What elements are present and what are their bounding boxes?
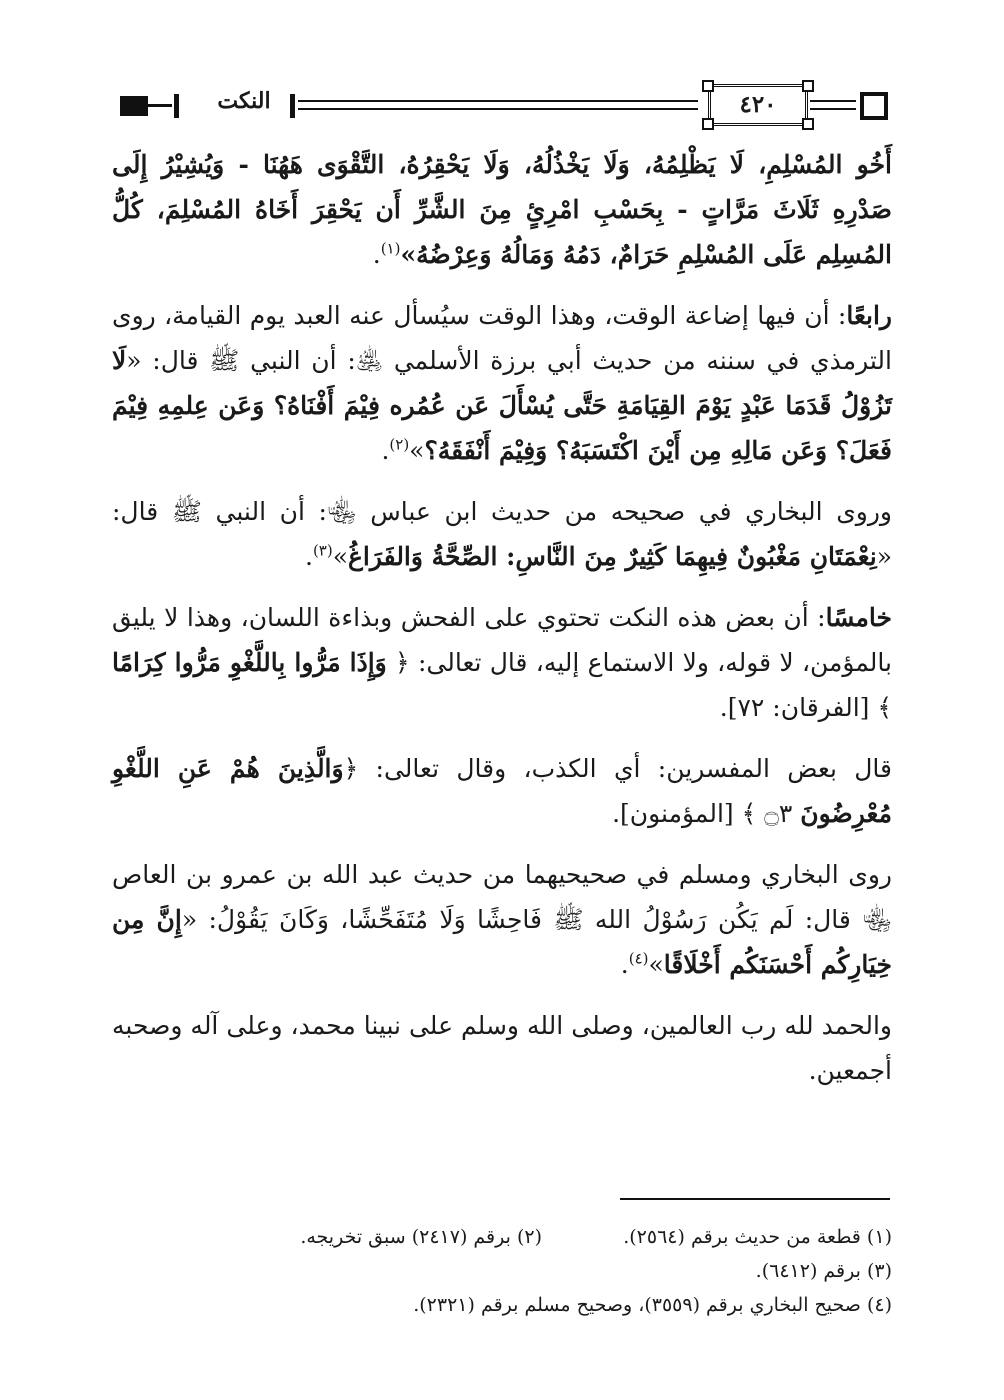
header-ornament-tick xyxy=(290,94,295,118)
footnote-4: (٤) صحيح البخاري برقم (٣٥٥٩)، وصحيح مسلم برقم (٢٣٢١). xyxy=(413,1294,892,1316)
text-run: . xyxy=(381,436,390,465)
paragraph xyxy=(112,852,892,987)
frame-corner-ornament xyxy=(802,80,814,92)
page-number: ٤٢٠ xyxy=(708,84,808,126)
paragraph xyxy=(112,489,892,579)
text-run: وروى البخاري في صحيحه من حديث ابن عباس ﵄: أن النبي ﷺ قال: « xyxy=(112,497,892,571)
footnote-reference: (٢) xyxy=(389,435,410,454)
frame-corner-ornament xyxy=(702,80,714,92)
quoted-text: رابعًا xyxy=(846,301,892,330)
running-header xyxy=(112,82,892,132)
text-run: » xyxy=(332,542,349,571)
paragraph xyxy=(112,293,892,473)
paragraph xyxy=(112,142,892,277)
text-run: . xyxy=(620,950,629,979)
quoted-text: أَخُو المُسْلِمِ، لَا يَظْلِمُهُ، وَلَا يَخْذُلُهُ، وَلَا يَحْقِرُهُ، التَّقْوَى هَهُنَا - وَيُشِيْرُ إِلَى صَدْرِهِ ثَلَاثَ مَرَّاتٍ - بِحَسْبِ امْرِئٍ مِنَ الشَّرِّ أَن يَحْقِرَ أَخَاهُ المُسْلِمَ، كُلُّ المُسِلِم عَلَى المُسْلِمِ حَرَامٌ، دَمُهُ وَمَالُهُ وَعِرْضُهُ» xyxy=(112,150,892,269)
footnotes xyxy=(112,1220,892,1322)
footnote-3: (٣) برقم (٦٤١٢). xyxy=(755,1260,892,1282)
header-double-rule xyxy=(298,100,698,110)
text-run: روى البخاري ومسلم في صحيحيهما من حديث عبد الله بن عمرو بن العاص ﵄ قال: لَم يَكُن رَسُوْلُ الله ﷺ فَاحِشًا وَلَا مُتَفَحِّشًا، وَكَانَ يَقُوْلُ: « xyxy=(112,860,892,934)
text-run: : أن بعض هذه النكت تحتوي على الفحش وبذاءة اللسان، وهذا لا يليق بالمؤمن، لا قوله، ولا الاستماع إليه، قال تعالى: ﴿ xyxy=(112,603,892,677)
header-ornament-box xyxy=(860,92,888,120)
footnote-reference: (١) xyxy=(380,239,401,258)
quoted-text: وَإِذَا مَرُّوا بِاللَّغْوِ مَرُّوا كِرَامًا xyxy=(112,648,387,677)
quoted-text: وَالَّذِينَ هُمْ عَنِ اللَّغْوِ مُعْرِضُونَ xyxy=(112,754,892,828)
frame-corner-ornament xyxy=(802,118,814,130)
footnote-2: (٢) برقم (٢٤١٧) سبق تخريجه. xyxy=(300,1226,542,1248)
footnote-1: (١) قطعة من حديث برقم (٢٥٦٤). xyxy=(623,1226,892,1248)
text-run: . xyxy=(372,240,381,269)
footnote-row xyxy=(112,1288,892,1322)
text-run: والحمد لله رب العالمين، وصلى الله وسلم على نبينا محمد، وعلى آله وصحبه أجمعين. xyxy=(112,1011,892,1085)
header-ornament-tick xyxy=(174,94,179,118)
footnote-row xyxy=(112,1254,892,1288)
paragraph xyxy=(112,1003,892,1093)
chapter-title: النكت xyxy=(217,88,271,114)
text-run: » xyxy=(648,950,664,979)
paragraph xyxy=(112,595,892,730)
header-double-rule xyxy=(810,100,856,110)
text-run: قال بعض المفسرين: أي الكذب، وقال تعالى: ﴿ xyxy=(343,754,892,783)
frame-corner-ornament xyxy=(702,118,714,130)
quoted-text: إِنَّ مِن خِيَارِكُم أَحْسَنَكُم أَخْلَاقًا xyxy=(112,905,892,979)
footnote-reference: (٤) xyxy=(628,949,649,968)
page-body xyxy=(112,142,892,1109)
header-ornament-bar xyxy=(120,96,148,116)
footnote-separator xyxy=(620,1198,890,1200)
quoted-text: خامسًا xyxy=(825,603,892,632)
quoted-text: لَا تَزُوْلُ قَدَمَا عَبْدٍ يَوْمَ القِيَامَةِ حَتَّى يُسْأَلَ عَن عُمُره فِيْمَ أَفْنَاهُ؟ وَعَن عِلمِهِ فِيْمَ فَعَلَ؟ وَعَن مَالِهِ مِن أَيْنَ اكْتَسَبَهُ؟ وَفِيْمَ أَنْفَقَهُ؟ xyxy=(112,346,892,465)
quoted-text: نِعْمَتَانِ مَغْبُونٌ فِيهِمَا كَثِيرٌ مِنَ النَّاسِ: الصِّحَّةُ وَالفَرَاغُ xyxy=(348,542,877,571)
text-run: . xyxy=(304,542,313,571)
footnote-row xyxy=(112,1220,892,1254)
paragraph xyxy=(112,746,892,836)
header-ornament-line xyxy=(148,104,172,107)
text-run: ﴾ [الفرقان: ٧٢]. xyxy=(719,693,892,722)
text-run: ۝٣ ﴾ [المؤمنون]. xyxy=(612,799,801,828)
text-run: » xyxy=(409,436,425,465)
footnote-reference: (٣) xyxy=(312,541,333,560)
text-run: : أن فيها إضاعة الوقت، وهذا الوقت سيُسأل عنه العبد يوم القيامة، روى الترمذي في سننه من حديث أبي برزة الأسلمي ﵁: أن النبي ﷺ قال: « xyxy=(112,301,892,375)
